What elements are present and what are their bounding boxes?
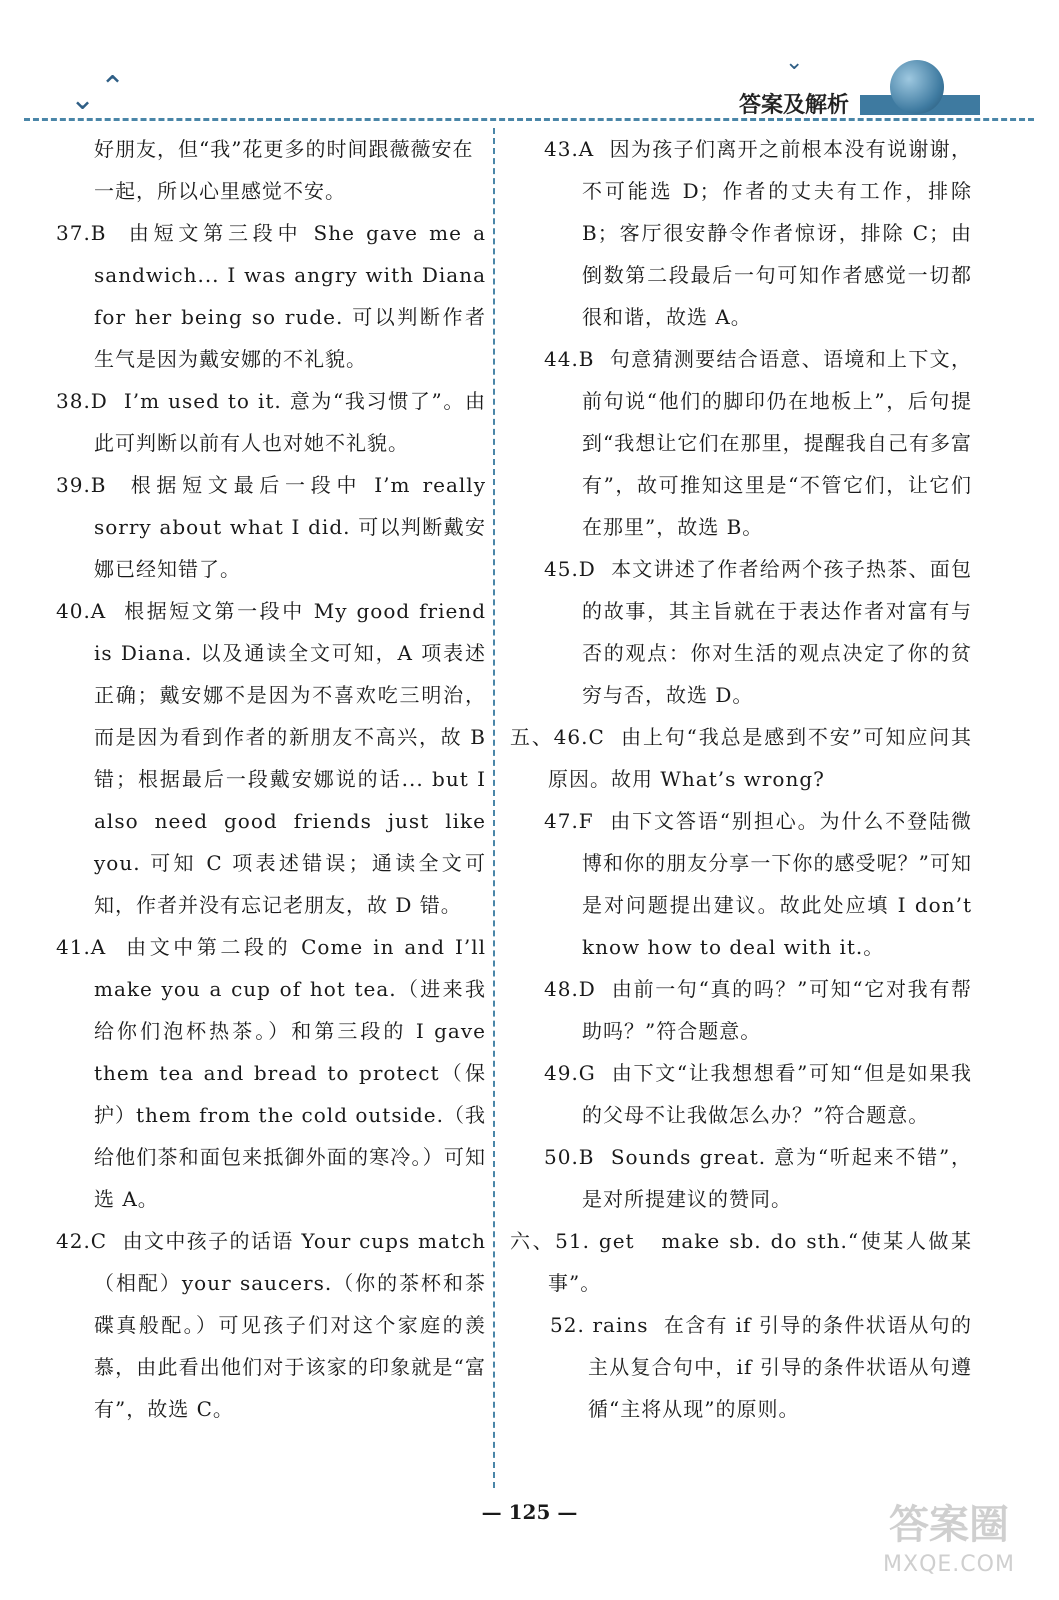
answer-number: 43.A: [544, 137, 595, 161]
answer-item-37: [56, 212, 486, 380]
answer-item-52: [550, 1304, 972, 1430]
bird-icon: ⌃: [100, 70, 126, 105]
answer-explanation: 因为孩子们离开之前根本没有说谢谢，不可能选 D；作者的丈夫有工作，排除 B；客厅很安静令作者惊讶，排除 C；由倒数第二段最后一句可知作者感觉一切都很和谐，故选 A。: [582, 137, 973, 329]
answer-explanation: make sb. do sth.“使某人做某事”。: [548, 1229, 973, 1295]
answer-item-48: [544, 968, 972, 1052]
answer-explanation: I’m used to it. 意为“我习惯了”。由此可判断以前有人也对她不礼貌。: [94, 389, 486, 455]
answer-number: 47.F: [544, 809, 594, 833]
answer-explanation: 句意猜测要结合语意、语境和上下文，前句说“他们的脚印仍在地板上”，后句提到“我想让它们在那里，提醒我自己有多富有”，故可推知这里是“不管它们，让它们在那里”，故选 B。: [582, 347, 972, 539]
answer-number: 37.B: [56, 221, 107, 245]
answer-number: 45.D: [544, 557, 596, 581]
answer-item-51: [510, 1220, 972, 1304]
answer-item-42: [56, 1220, 486, 1430]
answer-number: 48.D: [544, 977, 596, 1001]
watermark-text: 答案圈: [889, 1502, 1009, 1548]
header-title: 答案及解析: [738, 93, 849, 118]
answer-explanation: 本文讲述了作者给两个孩子热茶、面包的故事，其主旨就在于表达作者对富有与否的观点：你对生活的观点决定了你的贫穷与否，故选 D。: [582, 557, 973, 707]
answer-explanation: 由上句“我总是感到不安”可知应问其原因。故用 What’s wrong?: [548, 725, 972, 791]
answer-item-38: [56, 380, 486, 464]
answer-number: 40.A: [56, 599, 107, 623]
answer-number: 42.C: [56, 1229, 108, 1253]
answer-item-43: [544, 128, 972, 338]
answer-explanation: 在含有 if 引导的条件状语从句的主从复合句中，if 引导的条件状语从句遵循“主将从现”的原则。: [588, 1313, 973, 1421]
page-number: — 125 —: [481, 1500, 578, 1524]
answer-explanation: Sounds great. 意为“听起来不错”，是对所提建议的赞同。: [582, 1145, 972, 1211]
answer-number: 46.C: [553, 725, 605, 749]
answer-item-40: [56, 590, 486, 926]
section-prefix: 五、: [510, 725, 554, 749]
answer-item-45: [544, 548, 972, 716]
answer-number: 49.G: [544, 1061, 596, 1085]
answer-number: 44.B: [544, 347, 595, 371]
answer-item-44: [544, 338, 972, 548]
answer-item-47: [544, 800, 972, 968]
answer-item-50: [544, 1136, 972, 1220]
answer-number: 38.D: [56, 389, 108, 413]
answer-item-41: [56, 926, 486, 1220]
answer-number: 39.B: [56, 473, 107, 497]
answer-item-49: [544, 1052, 972, 1136]
answer-explanation: 根据短文第一段中 My good friend is Diana. 以及通读全文可知，A 项表述正确；戴安娜不是因为不喜欢吃三明治，而是因为看到作者的新朋友不高兴，故 B 错；根据最后一段戴安娜说的话... but I also need good friends just like you. 可知 C 项表述错误；通读全文可知，作者并没有忘记老朋友，故 D 错。: [94, 599, 486, 917]
right-column: [510, 128, 972, 1430]
answer-explanation: 由文中第二段的 Come in and I’ll make you a cup of hot tea.（进来我给你们泡杯热茶。）和第三段的 I gave them tea and bread to protect（保护）them from the cold outside.（我给他们茶和面包来抵御外面的寒冷。）可知选 A。: [94, 935, 486, 1211]
answer-explanation: 由短文第三段中 She gave me a sandwich... I was angry with Diana for her being so rude. 可以判断作者生气是因为戴安娜的不礼貌。: [94, 221, 487, 371]
bird-icon: ⌄: [785, 50, 804, 75]
answer-number: 41.A: [56, 935, 107, 959]
answer-explanation: 由下文答语“别担心。为什么不登陆微博和你的朋友分享一下你的感受呢？”可知是对问题提出建议。故此处应填 I don’t know how to deal with it.。: [582, 809, 973, 959]
left-column: [56, 128, 486, 1430]
header-divider: [24, 118, 1034, 121]
column-divider: [493, 128, 495, 1488]
globe-icon: [890, 60, 944, 114]
watermark-url: MXQE.COM: [883, 1552, 1015, 1577]
watermark-logo: [879, 1500, 1019, 1590]
page-header: [0, 0, 1059, 130]
section-prefix: 六、: [510, 1229, 556, 1253]
answer-explanation: 由文中孩子的话语 Your cups match（相配）your saucers.（你的茶杯和茶碟真般配。）可见孩子们对这个家庭的羡慕，由此看出他们对于该家的印象就是“富有”，故选 C。: [94, 1229, 486, 1421]
answer-number: 52. rains: [550, 1313, 649, 1337]
answer-number: 51. get: [555, 1229, 635, 1253]
answer-explanation: 根据短文最后一段中 I’m really sorry about what I did. 可以判断戴安娜已经知错了。: [94, 473, 486, 581]
continued-text: 好朋友，但“我”花更多的时间跟薇薇安在一起，所以心里感觉不安。: [94, 137, 474, 203]
answer-item-39: [56, 464, 486, 590]
answer-item-46: [510, 716, 972, 800]
answer-number: 50.B: [544, 1145, 595, 1169]
bird-icon: ⌄: [70, 82, 96, 117]
answer-explanation: 由下文“让我想想看”可知“但是如果我的父母不让我做怎么办？”符合题意。: [582, 1061, 972, 1127]
answer-explanation: 由前一句“真的吗？”可知“它对我有帮助吗？”符合题意。: [582, 977, 972, 1043]
